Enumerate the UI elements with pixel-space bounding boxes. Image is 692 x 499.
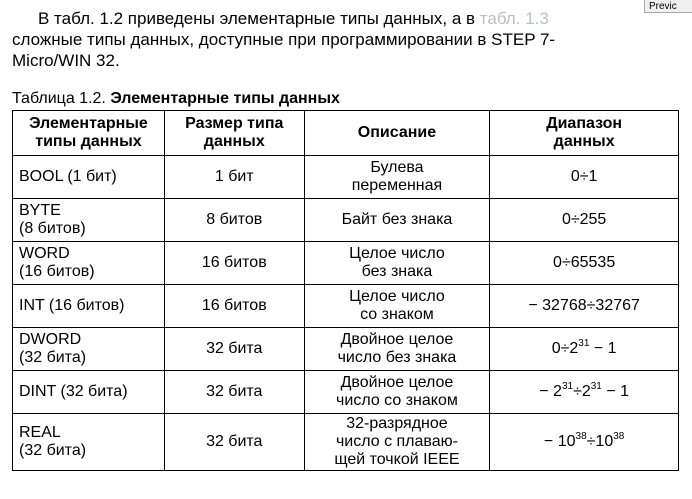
table-caption bbox=[12, 90, 340, 108]
table-caption-prefix: Таблица 1.2. bbox=[12, 90, 111, 107]
header-description: Описание bbox=[304, 111, 490, 156]
cell-size: 32 бита bbox=[164, 328, 304, 371]
intro-line-1 bbox=[12, 8, 684, 29]
cell-size: 32 бита bbox=[164, 414, 304, 471]
header-size: Размер типа данных bbox=[164, 111, 304, 156]
cell-description: 32-разрядное число с плаваю- щей точкой IEEE bbox=[304, 414, 490, 471]
table-row bbox=[13, 414, 679, 471]
cell-type: INT (16 битов) bbox=[13, 285, 165, 328]
cell-size: 8 битов bbox=[164, 199, 304, 242]
cell-type: BYTE (8 битов) bbox=[13, 199, 165, 242]
table-row bbox=[13, 242, 679, 285]
cell-description: Двойное целое число без знака bbox=[304, 328, 490, 371]
cell-description: Целое число без знака bbox=[304, 242, 490, 285]
intro-line-1-text: В табл. 1.2 приведены элементарные типы данных, а в bbox=[38, 9, 480, 28]
table-header-row bbox=[13, 111, 679, 156]
header-range: Диапазон данных bbox=[490, 111, 679, 156]
cell-range: 0÷255 bbox=[490, 199, 679, 242]
intro-line-1-faded: табл. 1.3 bbox=[479, 9, 549, 28]
cell-range: 0÷1 bbox=[490, 156, 679, 199]
cell-size: 16 битов bbox=[164, 242, 304, 285]
cell-size: 32 бита bbox=[164, 371, 304, 414]
cell-description: Целое число со знаком bbox=[304, 285, 490, 328]
cell-description: Двойное целое число со знаком bbox=[304, 371, 490, 414]
table-row bbox=[13, 199, 679, 242]
cell-range: − 32768÷32767 bbox=[490, 285, 679, 328]
cell-type: WORD (16 битов) bbox=[13, 242, 165, 285]
data-types-table bbox=[12, 110, 679, 471]
cell-type: BOOL (1 бит) bbox=[13, 156, 165, 199]
cell-size: 1 бит bbox=[164, 156, 304, 199]
cell-size: 16 битов bbox=[164, 285, 304, 328]
table-row bbox=[13, 328, 679, 371]
header-type: Элементарные типы данных bbox=[13, 111, 165, 156]
cell-description: Булева переменная bbox=[304, 156, 490, 199]
table-caption-title: Элементарные типы данных bbox=[110, 90, 340, 107]
intro-line-3: Micro/WIN 32. bbox=[12, 51, 120, 70]
cell-description: Байт без знака bbox=[304, 199, 490, 242]
table-row bbox=[13, 371, 679, 414]
cell-range: 0÷65535 bbox=[490, 242, 679, 285]
cell-type: REAL (32 бита) bbox=[13, 414, 165, 471]
cell-range: − $2^{31}\div 2^{31} - 1$ bbox=[490, 371, 679, 414]
cell-range: $0\div 2^{31} - 1$ bbox=[490, 328, 679, 371]
cell-type: DWORD (32 бита) bbox=[13, 328, 165, 371]
intro-paragraph bbox=[12, 8, 684, 71]
table-row bbox=[13, 285, 679, 328]
cell-type: DINT (32 бита) bbox=[13, 371, 165, 414]
preview-tab[interactable]: Previc bbox=[644, 0, 692, 13]
cell-range: − $10^{38}\div 10^{38}$ bbox=[490, 414, 679, 471]
intro-line-2: сложные типы данных, доступные при программировании в STEP 7- bbox=[12, 30, 556, 49]
table-row bbox=[13, 156, 679, 199]
